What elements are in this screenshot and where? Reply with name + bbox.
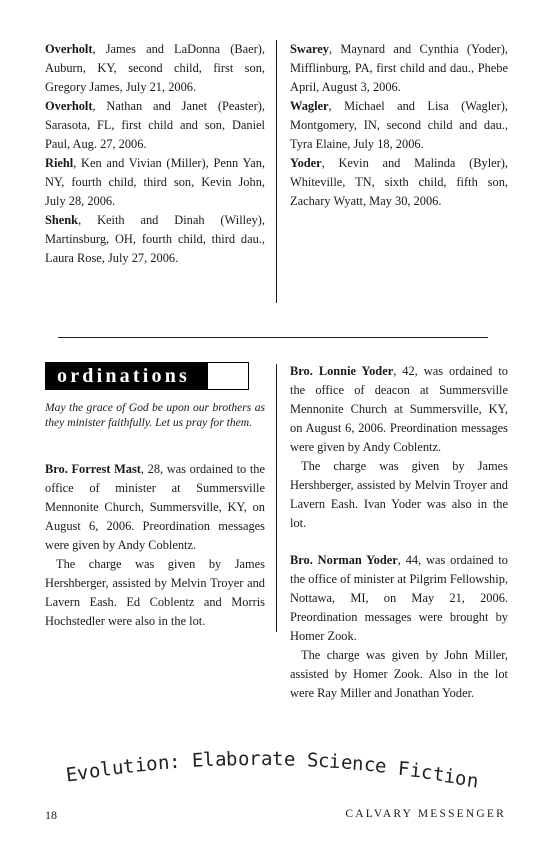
birth-surname: Riehl	[45, 156, 74, 170]
birth-surname: Overholt	[45, 99, 93, 113]
stamp-glyph: a	[214, 748, 227, 771]
birth-surname: Yoder	[290, 156, 322, 170]
birth-entry	[290, 154, 508, 211]
stamp-glyph: t	[272, 748, 284, 771]
ordination-paragraph	[290, 551, 508, 646]
stamp-glyph: i	[329, 750, 342, 774]
stamp-glyph: l	[203, 748, 216, 772]
page-number: 18	[45, 808, 57, 822]
ordination-charge: The charge was given by James Hershberger, assisted by Melvin Troyer and Lavern Eash. Ed Coblentz and Morris Hochstedler were also in the lot.	[45, 557, 265, 628]
evolution-stamp-text	[64, 746, 480, 793]
birth-surname: Swarey	[290, 42, 330, 56]
birth-entry	[45, 211, 265, 268]
stamp-glyph: t	[431, 763, 446, 787]
birth-entry	[45, 97, 265, 154]
ordinations-right-column	[290, 362, 508, 703]
birth-entry	[45, 40, 265, 97]
birth-details: , Ken and Vivian (Miller), Penn Yan, NY, fourth child, third son, Kevin John, July 28, 2006.	[45, 156, 265, 208]
birth-details: , Kevin and Malinda (Byler), Whiteville, TN, sixth child, fifth son, Zachary Wyatt, May 30, 2006.	[290, 156, 508, 208]
running-footer: CALVARY MESSENGER	[345, 808, 506, 820]
stamp-glyph: i	[442, 765, 457, 789]
ordination-paragraph	[290, 362, 508, 457]
ordination-details: , 44, was ordained to the office of minister at Pilgrim Fellowship, Nottawa, MI, on May 21, 2006. Preordination messages were brought by Homer Zook.	[290, 553, 509, 643]
births-right-column	[290, 40, 508, 211]
ordinee-name: Bro. Lonnie Yoder	[290, 364, 394, 378]
stamp-glyph: F	[397, 757, 411, 781]
stamp-glyph: c	[363, 753, 376, 777]
ordination-details: , 28, was ordained to the office of minister at Summersville Mennonite Church, Summersville, KY, on August 6, 2006. Preordination messages were given by Andy Coblentz.	[45, 462, 265, 552]
stamp-glyph: b	[226, 748, 239, 771]
birth-surname: Shenk	[45, 213, 79, 227]
ordinee-name: Bro. Forrest Mast	[45, 462, 141, 476]
stamp-glyph: E	[64, 763, 79, 787]
birth-entry	[290, 40, 508, 97]
section-heading-banner	[45, 362, 249, 390]
birth-entry	[45, 154, 265, 211]
birth-details: , Michael and Lisa (Wagler), Montgomery, IN, second child and dau., Tyra Elaine, July 18, 2006.	[290, 99, 508, 151]
stamp-glyph: e	[374, 754, 388, 778]
birth-details: , Nathan and Janet (Peaster), Sarasota, FL, first child and son, Daniel Paul, Aug. 27, 2006.	[45, 99, 265, 151]
stamp-glyph: :	[168, 750, 182, 774]
birth-surname: Wagler	[290, 99, 329, 113]
stamp-glyph: o	[237, 748, 250, 771]
stamp-glyph: i	[133, 753, 148, 777]
column-divider	[276, 40, 277, 303]
stamp-glyph: c	[420, 761, 434, 785]
ordinations-left-column	[45, 460, 265, 631]
stamp-glyph: a	[260, 747, 273, 771]
stamp-glyph: n	[351, 752, 365, 776]
stamp-glyph	[295, 749, 307, 771]
ordination-details: , 42, was ordained to the office of deacon at Summersville Mennonite Church at Summersville, KY, on August 6, 2006. Preordination messages were given by Andy Coblentz.	[290, 364, 508, 454]
ordination-charge: The charge was given by James Hershberger, assisted by Melvin Troyer and Lavern Eash. Ivan Yoder was also in the lot.	[290, 459, 508, 530]
stamp-glyph: e	[283, 748, 296, 771]
column-divider	[276, 364, 277, 632]
stamp-glyph: S	[306, 749, 319, 772]
stamp-glyph: l	[99, 758, 113, 782]
stamp-glyph: u	[110, 756, 125, 780]
stamp-glyph: n	[156, 751, 170, 775]
births-left-column	[45, 40, 265, 268]
birth-surname: Overholt	[45, 42, 93, 56]
stamp-glyph: o	[454, 767, 469, 791]
prayer-verse: May the grace of God be upon our brothers as they minister faithfully. Let us pray for them.	[45, 401, 265, 429]
stamp-glyph: i	[408, 759, 422, 783]
ordination-paragraph	[45, 460, 265, 555]
stamp-glyph: o	[87, 759, 102, 783]
birth-details: , Maynard and Cynthia (Yoder), Mifflinburg, PA, first child and dau., Phebe April, August 3, 2006.	[290, 42, 508, 94]
stamp-glyph: o	[145, 752, 159, 776]
stamp-glyph: E	[191, 749, 204, 772]
stamp-glyph: t	[122, 755, 136, 779]
birth-details: , James and LaDonna (Baer), Auburn, KY, second child, first son, Gregory James, July 21, 2006.	[45, 42, 265, 94]
stamp-glyph: n	[465, 769, 480, 793]
stamp-glyph: e	[340, 751, 353, 775]
ordination-charge: The charge was given by John Miller, assisted by Homer Zook. Also in the lot were Ray Miller and Jonathan Yoder.	[290, 648, 508, 700]
stamp-glyph: c	[317, 749, 330, 773]
birth-details: , Keith and Dinah (Willey), Martinsburg, OH, fourth child, third dau., Laura Rose, July 27, 2006.	[45, 213, 265, 265]
stamp-glyph: v	[76, 761, 91, 785]
section-divider	[58, 337, 488, 338]
stamp-glyph	[180, 750, 193, 773]
stamp-glyph: r	[249, 747, 261, 771]
section-title: ordinations	[57, 365, 191, 387]
ordinee-name: Bro. Norman Yoder	[290, 553, 398, 567]
birth-entry	[290, 97, 508, 154]
